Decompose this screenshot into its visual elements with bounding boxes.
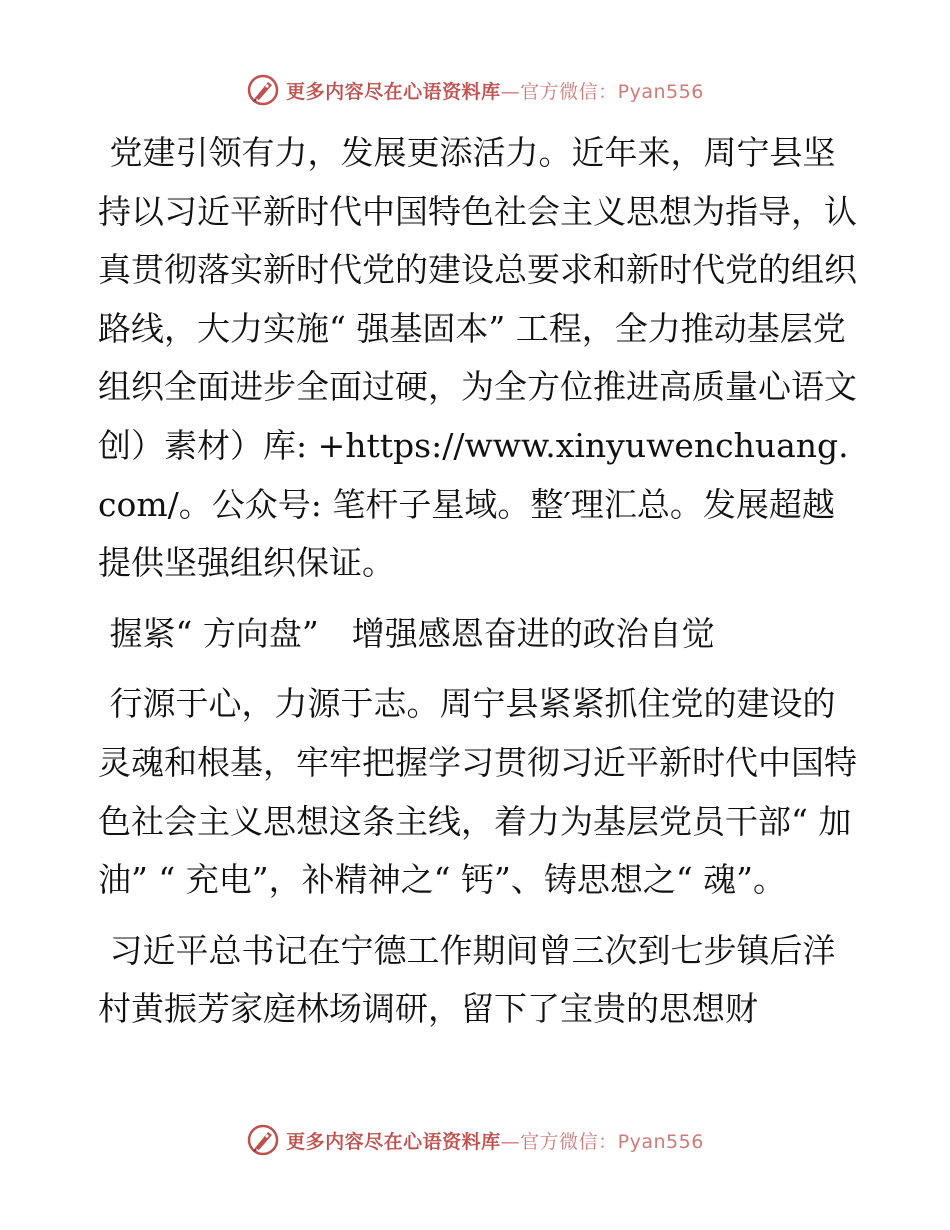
paragraph-2: 行源于心，力源于志。周宁县紧紧抓住党的建设的灵魂和根基，牢牢把握学习贯彻习近平新时代中国特色社会主义思想这条主线，着力为基层党员干部“ 加油” “ 充电”，补精神之“ 钙”、铸思想之“ 魂”。 [98, 684, 857, 900]
banner-brand: 更多内容尽在心语资料库 [286, 1130, 501, 1153]
banner-brand: 更多内容尽在心语资料库 [286, 80, 501, 103]
section-heading: 握紧“ 方向盘” 增强感恩奋进的政治自觉 [109, 613, 715, 653]
footer-banner-inner [246, 1123, 704, 1157]
paragraph-1: 党建引领有力，发展更添活力。近年来，周宁县坚持以习近平新时代中国特色社会主义思想为指导，认真贯彻落实新时代党的建设总要求和新时代党的组织路线，大力实施“ 强基固本” 工程，全力推动基层党组织全面进步全面过硬，为全方位推进高质量心语文创）素材）库: +https://www.xinyuwenchuang.com/。公众号: 笔杆子星域。整′理汇总。发展超越提供坚强组织保证。 [98, 133, 857, 583]
header-banner-text [286, 77, 704, 104]
paragraph-3: 习近平总书记在宁德工作期间曾三次到七步镇后洋村黄振芳家庭林场调研，留下了宝贵的思想财 [98, 930, 836, 1029]
header-banner-inner [246, 73, 704, 107]
footer-banner-text [286, 1127, 704, 1154]
document-body [98, 124, 858, 1039]
banner-wechat: 官方微信：Pyan556 [520, 80, 704, 103]
pen-quill-logo-icon [246, 73, 280, 107]
banner-separator: — [500, 1130, 521, 1153]
header-watermark-banner [0, 70, 950, 110]
footer-watermark-banner [0, 1120, 950, 1160]
banner-separator: — [500, 80, 521, 103]
pen-quill-logo-icon [246, 1123, 280, 1157]
banner-wechat: 官方微信：Pyan556 [520, 1130, 704, 1153]
